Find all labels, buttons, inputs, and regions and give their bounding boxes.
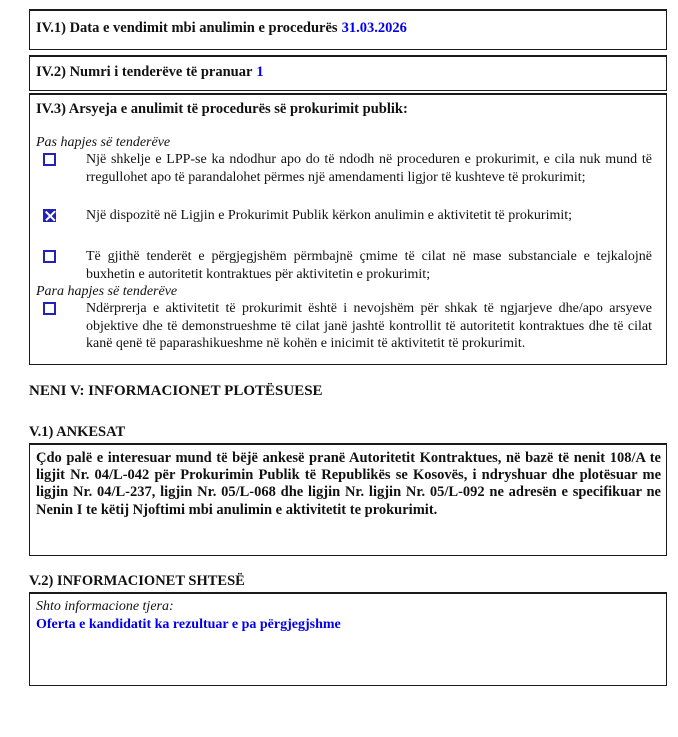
before-opening-group [36, 283, 654, 353]
section-iv1-decision-date [29, 9, 667, 50]
v1-complaints-text: Çdo palë e interesuar mund të bëjë ankesë pranë Autoritetit Kontraktues, në bazë të nenit 108/A te ligjit Nr. 04/L-042 për Prokurimin Publik të Republikës se Kosovës, i ndryshuar dhe plotësuar me ligjin Nr. 04/L-237, ligjin Nr. 05/L-068 dhe ligjin Nr. ligjin Nr. 05/L-092 ne adresën e specifikuar ne Nenin I te këtij Njoftimi mbi anulimin e aktivitetit te prokurimit. [36, 449, 661, 518]
iv1-date-value: 31.03.2026 [341, 20, 407, 36]
v1-heading: V.1) ANKESAT [29, 423, 126, 440]
reason-option-lpp-violation [36, 151, 654, 186]
section-iv3-annulment-reason [29, 93, 667, 365]
iv2-count-value: 1 [256, 64, 264, 80]
v2-heading: V.2) INFORMACIONET SHTESË [29, 572, 245, 589]
checkbox-cell [36, 151, 86, 171]
after-opening-label: Pas hapjes së tenderëve [36, 135, 171, 150]
reason-option-text: Një dispozitë në Ligjin e Prokurimit Publik kërkon anulimin e aktivitetit të prokurimit; [86, 208, 573, 223]
iv3-title: IV.3) Arsyeja e anulimit të procedurës së prokurimit publik: [36, 101, 408, 117]
checkbox-icon[interactable] [43, 302, 56, 315]
checkbox-checked-icon[interactable] [43, 209, 56, 222]
reason-option-interruption [36, 300, 654, 353]
reason-option-text: Ndërprerja e aktivitetit të prokurimit është i nevojshëm për shkak të ngjarjeve dhe/apo arsyeve objektive dhe të demonstrueshme të cilat janë jashtë kontrollit të autoritetit kontraktues dhe të cilat kanë qenë të paparashikueshme në kohën e inicimit të aktivitetit të prokurimit. [86, 301, 652, 351]
reason-option-text: Të gjithë tenderët e përgjegjshëm përmbajnë çmime të cilat në mase substanciale e tejkalojnë buxhetin e autoritetit kontraktues për aktivitetin e prokurimit; [86, 249, 652, 282]
reason-option-law-provision [36, 207, 654, 227]
checkbox-icon[interactable] [43, 153, 56, 166]
section-v1-complaints [29, 443, 667, 556]
after-opening-group [36, 134, 654, 283]
iv2-label: IV.2) Numri i tenderëve të pranuar [36, 64, 253, 80]
checkbox-cell [36, 248, 86, 268]
before-opening-label: Para hapjes së tenderëve [36, 284, 178, 299]
neni-v-heading: NENI V: INFORMACIONET PLOTËSUESE [29, 382, 323, 399]
section-iv2-tenders-received [29, 55, 667, 91]
checkbox-icon[interactable] [43, 250, 56, 263]
section-v2-additional-info [29, 592, 667, 686]
reason-option-text: Një shkelje e LPP-se ka ndodhur apo do të ndodh në proceduren e prokurimit, e cila nuk mund të rregullohet apo të parandalohet përmes një amendamenti ligjor të kushteve të prokurimit; [86, 152, 652, 185]
checkbox-cell [36, 300, 86, 320]
v2-additional-info-value: Oferta e kandidatit ka rezultuar e pa përgjegjshme [36, 616, 341, 632]
iv1-label: IV.1) Data e vendimit mbi anulimin e procedurës [36, 20, 338, 36]
v2-additional-info-label: Shto informacione tjera: [36, 598, 174, 614]
reason-option-prices-exceed-budget [36, 248, 654, 283]
checkbox-cell [36, 207, 86, 227]
